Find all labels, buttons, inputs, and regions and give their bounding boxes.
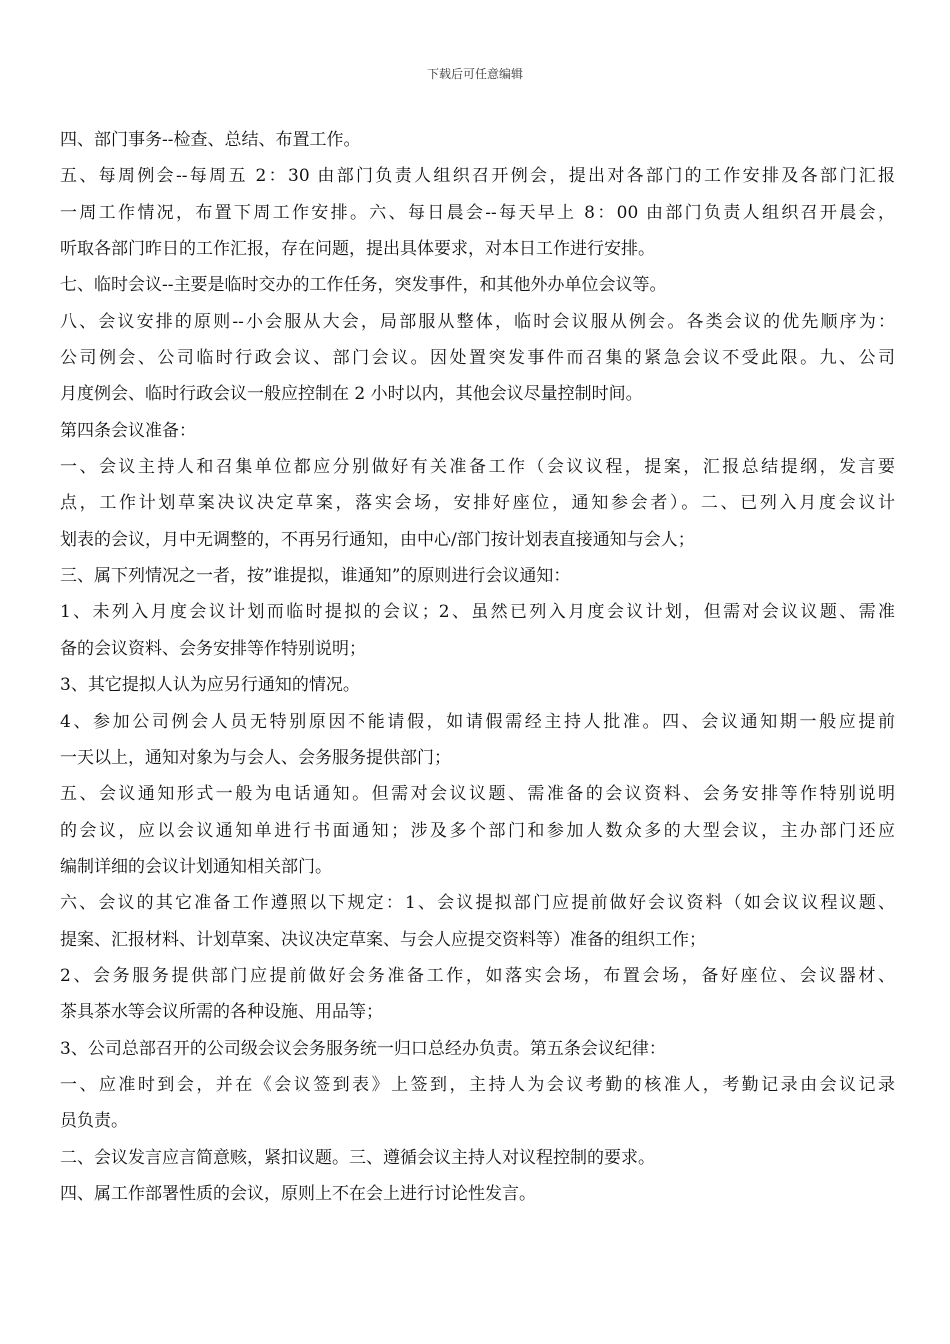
text-line: 备的会议资料、会务安排等作特别说明； xyxy=(60,638,366,659)
text-line: 五、每周例会--每周五 2：30 由部门负责人组织召开例会，提出对各部门的工作安排及各部门汇报 xyxy=(60,166,895,187)
text-line: 月度例会、临时行政会议一般应控制在 2 小时以内，其他会议尽量控制时间。 xyxy=(60,384,643,405)
paragraph xyxy=(60,558,895,594)
text-line: 四、属工作部署性质的会议，原则上不在会上进行讨论性发言。 xyxy=(60,1183,536,1204)
text-line: 1、未列入月度会议计划而临时提拟的会议；2、虽然已列入月度会议计划，但需对会议议题、需准 xyxy=(60,602,895,623)
text-line: 第四条会议准备： xyxy=(60,420,196,441)
text-line: 一天以上，通知对象为与会人、会务服务提供部门； xyxy=(60,747,451,768)
text-line: 六、会议的其它准备工作遵照以下规定：1、会议提拟部门应提前做好会议资料（如会议议程议题、 xyxy=(60,893,895,914)
text-line: 3、其它提拟人认为应另行通知的情况。 xyxy=(60,675,360,696)
text-line: 七、临时会议--主要是临时交办的工作任务，突发事件，和其他外办单位会议等。 xyxy=(60,275,667,296)
document-body xyxy=(60,122,895,1212)
text-line: 员负责。 xyxy=(60,1111,128,1132)
text-line: 2、会务服务提供部门应提前做好会务准备工作，如落实会场，布置会场，备好座位、会议器材、 xyxy=(60,965,895,986)
text-line: 四、部门事务--检查、总结、布置工作。 xyxy=(60,130,361,150)
text-line: 二、会议发言应言简意赅，紧扣议题。三、遵循会议主持人对议程控制的要求。 xyxy=(60,1147,655,1168)
text-line: 点，工作计划草案决议决定草案，落实会场，安排好座位，通知参会者）。二、已列入月度会议计 xyxy=(60,493,895,514)
paragraph xyxy=(60,594,895,667)
text-line: 4、参加公司例会人员无特别原因不能请假，如请假需经主持人批准。四、会议通知期一般应提前 xyxy=(60,711,895,732)
paragraph xyxy=(60,449,895,558)
paragraph xyxy=(60,1140,895,1176)
text-line: 茶具茶水等会议所需的各种设施、用品等； xyxy=(60,1002,383,1023)
text-line: 提案、汇报材料、计划草案、决议决定草案、与会人应提交资料等）准备的组织工作； xyxy=(60,929,706,950)
text-line: 的会议，应以会议通知单进行书面通知；涉及多个部门和参加人数众多的大型会议，主办部门还应 xyxy=(60,820,895,841)
text-line: 一周工作情况，布置下周工作安排。六、每日晨会--每天早上 8：00 由部门负责人组织召开晨会， xyxy=(60,202,895,223)
text-line: 公司例会、公司临时行政会议、部门会议。因处置突发事件而召集的紧急会议不受此限。九、公司 xyxy=(60,348,895,369)
paragraph xyxy=(60,122,895,158)
text-line: 3、公司总部召开的公司级会议会务服务统一归口总经办负责。第五条会议纪律： xyxy=(60,1038,666,1059)
paragraph xyxy=(60,667,895,703)
text-line: 编制详细的会议计划通知相关部门。 xyxy=(60,856,332,877)
text-line: 一、会议主持人和召集单位都应分别做好有关准备工作（会议议程，提案，汇报总结提纲，发言要 xyxy=(60,457,895,478)
text-line: 听取各部门昨日的工作汇报，存在问题，提出具体要求，对本日工作进行安排。 xyxy=(60,239,655,260)
paragraph xyxy=(60,1031,895,1067)
paragraph xyxy=(60,1176,895,1212)
paragraph xyxy=(60,413,895,449)
text-line: 八、会议安排的原则--小会服从大会，局部服从整体，临时会议服从例会。各类会议的优先顺序为： xyxy=(60,311,895,332)
text-line: 三、属下列情况之一者，按”谁提拟，谁通知”的原则进行会议通知： xyxy=(60,566,571,587)
paragraph xyxy=(60,304,895,413)
paragraph xyxy=(60,776,895,885)
paragraph xyxy=(60,885,895,958)
text-line: 划表的会议，月中无调整的，不再另行通知，由中心/部门按计划表直接通知与会人； xyxy=(60,529,695,550)
paragraph xyxy=(60,1067,895,1140)
paragraph xyxy=(60,958,895,1031)
paragraph xyxy=(60,704,895,777)
text-line: 一、应准时到会，并在《会议签到表》上签到，主持人为会议考勤的核准人，考勤记录由会议记录 xyxy=(60,1074,895,1095)
page-header: 下载后可任意编辑 xyxy=(426,67,523,81)
text-line: 五、会议通知形式一般为电话通知。但需对会议议题、需准备的会议资料、会务安排等作特别说明 xyxy=(60,784,895,805)
paragraph xyxy=(60,158,895,267)
paragraph xyxy=(60,267,895,303)
